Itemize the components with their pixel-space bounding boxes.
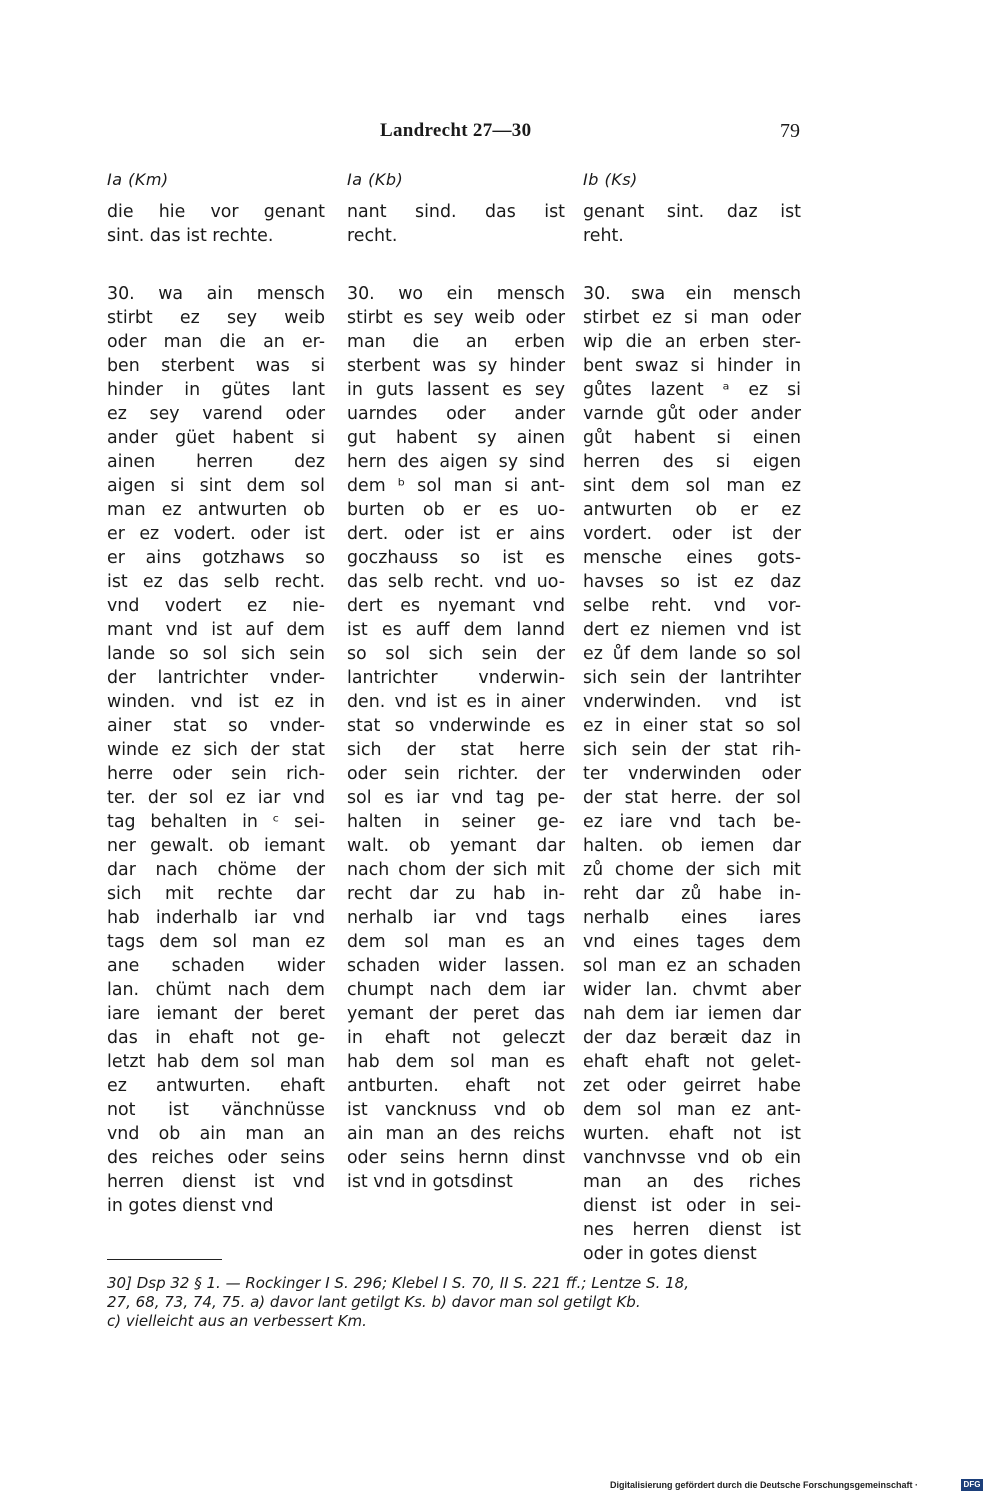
text-line: ainen herren dez bbox=[107, 452, 325, 472]
text-line: man ez antwurten ob bbox=[107, 500, 325, 520]
footnotes bbox=[107, 1274, 807, 1331]
text-line: in gotes dienst vnd bbox=[107, 1196, 274, 1216]
text-line: havses so ist ez daz bbox=[583, 572, 801, 592]
text-line: so sol sich sein der bbox=[347, 644, 565, 664]
text-line: hab dem sol man es bbox=[347, 1052, 565, 1072]
text-line: uarndes oder ander bbox=[347, 404, 565, 424]
text-line: dem sol man es an bbox=[347, 932, 565, 952]
text-line: in guts lassent es sey bbox=[347, 380, 565, 400]
text-line: dar nach chöme der bbox=[107, 860, 325, 880]
text-line: ainer stat so vnder- bbox=[107, 716, 325, 736]
text-line: die hie vor genant bbox=[107, 202, 325, 222]
text-line: sol es iar vnd tag pe- bbox=[347, 788, 565, 808]
text-line: dem sol man ez ant- bbox=[583, 1100, 801, 1120]
text-line: herren dienst ist vnd bbox=[107, 1172, 325, 1192]
text-line: der daz beræit daz in bbox=[583, 1028, 801, 1048]
text-line: oder seins hernn dinst bbox=[347, 1148, 565, 1168]
text-line: tags dem sol man ez bbox=[107, 932, 325, 952]
text-line: er ains gotzhaws so bbox=[107, 548, 325, 568]
column-ia-km bbox=[107, 170, 325, 1218]
text-line: bent swaz si hinder in bbox=[583, 356, 801, 376]
text-line: nes herren dienst ist bbox=[583, 1220, 801, 1240]
footnote-line: 27, 68, 73, 74, 75. a) davor lant getilgt Ks. b) davor man sol getilgt Kb. bbox=[107, 1293, 641, 1311]
text-line: man an des riches bbox=[583, 1172, 801, 1192]
text-line: nant sind. das ist bbox=[347, 202, 565, 222]
text-line: in ehaft not geleczt bbox=[347, 1028, 565, 1048]
running-head: Landrecht 27—30 bbox=[380, 120, 532, 141]
column-heading: Ia (Kb) bbox=[347, 170, 404, 189]
text-line: nerhalb eines iares bbox=[583, 908, 801, 928]
text-line: goczhauss so ist es bbox=[347, 548, 565, 568]
text-line: lan. chümt nach dem bbox=[107, 980, 325, 1000]
text-line: oder sein richter. der bbox=[347, 764, 565, 784]
text-line: burten ob er es uo- bbox=[347, 500, 565, 520]
text-line: ist vancknuss vnd ob bbox=[347, 1100, 565, 1120]
text-line: sint dem sol man ez bbox=[583, 476, 801, 496]
text-line: ter vnderwinden oder bbox=[583, 764, 801, 784]
text-line: reht dar zů habe in- bbox=[583, 884, 801, 904]
column-heading: Ia (Km) bbox=[107, 170, 169, 189]
digitization-credit: Digitalisierung gefördert durch die Deutsche Forschungsgemeinschaft · bbox=[610, 1480, 919, 1490]
text-line: den. vnd ist es in ainer bbox=[347, 692, 565, 712]
text-line: ter. der sol ez iar vnd bbox=[107, 788, 325, 808]
text-line: ain man an des reichs bbox=[347, 1124, 565, 1144]
text-line: das in ehaft not ge- bbox=[107, 1028, 325, 1048]
text-line: nach chom der sich mit bbox=[347, 860, 565, 880]
text-line: sterbent was sy hinder bbox=[347, 356, 565, 376]
text-line: oder man die an er- bbox=[107, 332, 325, 352]
text-line: ist vnd in gotsdinst bbox=[347, 1172, 513, 1192]
text-line: dert es nyemant vnd bbox=[347, 596, 565, 616]
text-line: zet oder geirret habe bbox=[583, 1076, 801, 1096]
text-line: lande so sol sich sein bbox=[107, 644, 325, 664]
text-line: hab inderhalb iar vnd bbox=[107, 908, 325, 928]
text-line: ben sterbent was si bbox=[107, 356, 325, 376]
text-line: sich sein der lantrihter bbox=[583, 668, 801, 688]
text-line: dert. oder ist er ains bbox=[347, 524, 565, 544]
text-line: mant vnd ist auf dem bbox=[107, 620, 325, 640]
text-line: chumpt nach dem iar bbox=[347, 980, 565, 1000]
text-line: antwurten ob er ez bbox=[583, 500, 801, 520]
text-line: wip die an erben ster- bbox=[583, 332, 801, 352]
text-line: sich sein der stat rih- bbox=[583, 740, 801, 760]
text-line: ez in einer stat so sol bbox=[583, 716, 801, 736]
text-line: sol man ez an schaden bbox=[583, 956, 801, 976]
text-line: des reiches oder seins bbox=[107, 1148, 325, 1168]
text-line: gůt habent si einen bbox=[583, 428, 801, 448]
text-line: vnderwinden. vnd ist bbox=[583, 692, 801, 712]
text-line: winde ez sich der stat bbox=[107, 740, 325, 760]
text-line: der stat herre. der sol bbox=[583, 788, 801, 808]
text-line: stirbet ez si man oder bbox=[583, 308, 801, 328]
text-line: er ez vodert. oder ist bbox=[107, 524, 325, 544]
text-line: wurten. ehaft not ist bbox=[583, 1124, 801, 1144]
text-line: recht dar zu hab in- bbox=[347, 884, 565, 904]
text-line: vnd vodert ez nie- bbox=[107, 596, 325, 616]
text-line: winden. vnd ist ez in bbox=[107, 692, 325, 712]
column-body-text bbox=[107, 282, 325, 1218]
text-line: 30. swa ein mensch bbox=[583, 284, 801, 304]
text-line: stat so vnderwinde es bbox=[347, 716, 565, 736]
text-line: 30. wa ain mensch bbox=[107, 284, 325, 304]
column-heading: Ib (Ks) bbox=[583, 170, 638, 189]
text-line: sint. das ist rechte. bbox=[107, 226, 274, 246]
text-line: reht. bbox=[583, 226, 624, 246]
column-ib-ks bbox=[583, 170, 801, 1266]
text-line: varnde gůt oder ander bbox=[583, 404, 801, 424]
text-line: mensche eines gots- bbox=[583, 548, 801, 568]
text-line: walt. ob yemant dar bbox=[347, 836, 565, 856]
text-line: 30. wo ein mensch bbox=[347, 284, 565, 304]
text-line: tag behalten in ᶜ sei- bbox=[107, 812, 325, 832]
text-line: not ist vänchnüsse bbox=[107, 1100, 325, 1120]
text-line: dert ez niemen vnd ist bbox=[583, 620, 801, 640]
column-top-text bbox=[347, 200, 565, 248]
text-line: herre oder sein rich- bbox=[107, 764, 325, 784]
text-line: recht. bbox=[347, 226, 398, 246]
text-line: stirbt ez sey weib bbox=[107, 308, 325, 328]
text-line: stirbt es sey weib oder bbox=[347, 308, 565, 328]
text-line: aigen si sint dem sol bbox=[107, 476, 325, 496]
column-ia-kb bbox=[347, 170, 565, 1194]
text-line: ez antwurten. ehaft bbox=[107, 1076, 325, 1096]
text-line: zů chome der sich mit bbox=[583, 860, 801, 880]
text-line: ez ůf dem lande so sol bbox=[583, 644, 801, 664]
text-line: ez sey varend oder bbox=[107, 404, 325, 424]
text-line: dem ᵇ sol man si ant- bbox=[347, 476, 565, 496]
text-line: yemant der peret das bbox=[347, 1004, 565, 1024]
text-line: ist es auff dem lannd bbox=[347, 620, 565, 640]
text-line: halten in seiner ge- bbox=[347, 812, 565, 832]
text-line: antburten. ehaft not bbox=[347, 1076, 565, 1096]
text-line: das selb recht. vnd uo- bbox=[347, 572, 565, 592]
text-line: ander güet habent si bbox=[107, 428, 325, 448]
column-top-text bbox=[583, 200, 801, 248]
dfg-logo: DFG bbox=[961, 1479, 983, 1491]
text-line: ner gewalt. ob iemant bbox=[107, 836, 325, 856]
text-line: man die an erben bbox=[347, 332, 565, 352]
text-line: ez iare vnd tach be- bbox=[583, 812, 801, 832]
column-body-text bbox=[347, 282, 565, 1194]
text-line: halten. ob iemen dar bbox=[583, 836, 801, 856]
text-line: wider lan. chvmt aber bbox=[583, 980, 801, 1000]
text-line: vanchnvsse vnd ob ein bbox=[583, 1148, 801, 1168]
text-line: vnd eines tages dem bbox=[583, 932, 801, 952]
footnote-rule bbox=[107, 1259, 222, 1260]
text-line: vnd ob ain man an bbox=[107, 1124, 325, 1144]
text-line: ist ez das selb recht. bbox=[107, 572, 325, 592]
text-line: genant sint. daz ist bbox=[583, 202, 801, 222]
text-line: der lantrichter vnder- bbox=[107, 668, 325, 688]
footnote-line: c) vielleicht aus an verbessert Km. bbox=[107, 1312, 367, 1330]
column-body-text bbox=[583, 282, 801, 1266]
text-line: herren des si eigen bbox=[583, 452, 801, 472]
text-line: ehaft ehaft not gelet- bbox=[583, 1052, 801, 1072]
text-line: selbe reht. vnd vor- bbox=[583, 596, 801, 616]
text-line: dienst ist oder in sei- bbox=[583, 1196, 801, 1216]
text-line: ane schaden wider bbox=[107, 956, 325, 976]
text-line: iare iemant der beret bbox=[107, 1004, 325, 1024]
text-line: nerhalb iar vnd tags bbox=[347, 908, 565, 928]
text-line: letzt hab dem sol man bbox=[107, 1052, 325, 1072]
text-line: nah dem iar iemen dar bbox=[583, 1004, 801, 1024]
text-line: sich mit rechte dar bbox=[107, 884, 325, 904]
column-top-text bbox=[107, 200, 325, 248]
footnote-line: 30] Dsp 32 § 1. — Rockinger I S. 296; Klebel I S. 70, II S. 221 ff.; Lentze S. 18, bbox=[107, 1274, 689, 1292]
text-line: gůtes lazent ᵃ ez si bbox=[583, 380, 801, 400]
text-line: hinder in gütes lant bbox=[107, 380, 325, 400]
text-line: lantrichter vnderwin- bbox=[347, 668, 565, 688]
text-line: schaden wider lassen. bbox=[347, 956, 565, 976]
text-line: vordert. oder ist der bbox=[583, 524, 801, 544]
text-line: gut habent sy ainen bbox=[347, 428, 565, 448]
page-number: 79 bbox=[780, 120, 800, 142]
text-line: hern des aigen sy sind bbox=[347, 452, 565, 472]
text-line: sich der stat herre bbox=[347, 740, 565, 760]
text-line: oder in gotes dienst bbox=[583, 1244, 757, 1264]
